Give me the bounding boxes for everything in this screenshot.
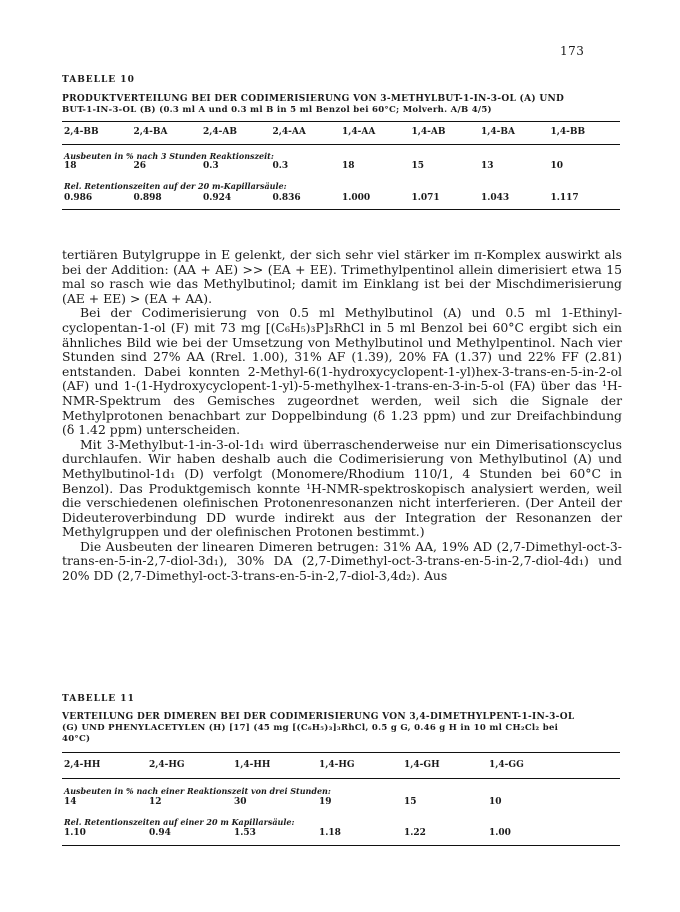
table11-yield-note: Ausbeuten in % nach einer Reaktionszeit von drei Stunden: <box>64 786 331 796</box>
body-text <box>62 248 622 584</box>
table10-yield-cell: 13 <box>481 161 494 171</box>
table10-top-rule <box>62 121 620 122</box>
table10-header-cell: 2,4-AA <box>272 127 306 137</box>
table10-yield-cell: 18 <box>342 161 355 171</box>
table11-retention-cell: 1.00 <box>489 828 511 838</box>
table10-header-cell: 1,4-BA <box>481 127 515 137</box>
table11-header-cell: 1,4-HH <box>234 760 271 770</box>
table11-header-cell: 2,4-HG <box>149 760 185 770</box>
table10-retention-cell: 0.836 <box>272 193 301 203</box>
table10-retention-cell: 0.986 <box>64 193 93 203</box>
table11-header-cell: 2,4-HH <box>64 760 101 770</box>
table10-yield-note: Ausbeuten in % nach 3 Stunden Reaktionszeit: <box>64 151 274 161</box>
table11-yield-cell: 14 <box>64 797 77 807</box>
table11-yield-cell: 30 <box>234 797 247 807</box>
table10-header-cell: 1,4-AA <box>342 127 376 137</box>
table11-yield-cell: 12 <box>149 797 162 807</box>
table11-header-rule <box>62 778 620 779</box>
table11-retention-cell: 1.18 <box>319 828 341 838</box>
table10-header-cell: 1,4-BB <box>550 127 586 137</box>
table11-retention-cell: 0.94 <box>149 828 171 838</box>
table10-yield-row <box>64 161 620 171</box>
table10-header-cell: 2,4-BA <box>133 127 168 137</box>
body-paragraph-2: Bei der Codimerisierung von 0.5 ml Methylbutinol (A) und 0.5 ml 1-Ethinylcyclopentan-1-ol (F) mit 73 mg [(C₆H₅)₃P]₃RhCl in 5 ml Benzol bei 60°C ergibt sich ein ähnliches Bild wie bei der Umsetzung von Methylbutinol und Methylpentinol. Nach vier Stunden sind 27% AA (Rrel. 1.00), 31% AF (1.39), 20% FA (1.37) und 22% FF (2.81) entstanden. Dabei konnten 2-Methyl-6(1-hydroxycyclopent-1-yl)hex-3-trans-en-5-in-2-ol (AF) und 1-(1-Hydroxycyclopent-1-yl)-5-methylhex-1-trans-en-3-in-5-ol (FA) über das ¹H-NMR-Spektrum des Gemisches zugeordnet werden, weil sich die Signale der Methylprotonen benachbart zur Doppelbindung (δ 1.23 ppm) und zur Dreifachbindung (δ 1.42 ppm) unterscheiden. <box>62 305 622 438</box>
table10-retention-cell: 1.071 <box>411 193 440 203</box>
table10-label: TABELLE 10 <box>62 75 135 85</box>
table10-retention-cell: 1.043 <box>481 193 510 203</box>
table10-caption <box>62 94 622 116</box>
table11-caption <box>62 712 622 745</box>
table11-top-rule <box>62 752 620 753</box>
table10-retention-cell: 0.898 <box>133 193 162 203</box>
table10-yield-cell: 18 <box>64 161 77 171</box>
table10-bottom-rule <box>62 209 620 210</box>
table10-yield-cell: 0.3 <box>272 161 289 171</box>
table11-retention-cell: 1.53 <box>234 828 256 838</box>
page-number: 173 <box>560 44 585 58</box>
table10-header-cell: 2,4-AB <box>203 127 237 137</box>
table10-yield-cell: 10 <box>550 161 564 171</box>
table10-header-row <box>64 127 620 137</box>
table11-yield-cell: 10 <box>489 797 502 807</box>
table10-yield-cell: 15 <box>411 161 425 171</box>
body-paragraph-1: tertiären Butylgruppe in E gelenkt, der sich sehr viel stärker im π-Komplex auswirkt als bei der Addition: (AA + AE) >> (EA + EE). Trimethylpentinol allein dimerisiert etwa 15 mal so rasch wie das Methylbutinol; damit im Einklang ist bei der Mischdimerisierung (AE + EE) > (EA + AA). <box>62 247 622 306</box>
table11-caption-line3: 40°C) <box>62 734 91 744</box>
table11-header-cell: 1,4-HG <box>319 760 355 770</box>
table10-header-cell: 1,4-AB <box>411 127 446 137</box>
table11-label: TABELLE 11 <box>62 694 135 704</box>
table10-retention-note: Rel. Retentionszeiten auf der 20 m-Kapillarsäule: <box>64 181 287 191</box>
body-paragraph-3: Mit 3-Methylbut-1-in-3-ol-1d₁ wird überraschenderweise nur ein Dimerisationscyclus durchlaufen. Wir haben deshalb auch die Codimerisierung von Methylbutinol (A) und Methylbutinol-1d₁ (D) verfolgt (Monomere/Rhodium 110/1, 4 Stunden bei 60°C in Benzol). Das Produktgemisch konnte ¹H-NMR-spektroskopisch analysiert werden, weil die verschiedenen olefinischen Protonenresonanzen nicht interferieren. (Der Anteil der Dideuteroverbindung DD wurde indirekt aus der Integration der Resonanzen der Methylgruppen und der olefinischen Protonen bestimmt.) <box>62 436 622 540</box>
body-paragraph-4: Die Ausbeuten der linearen Dimeren betrugen: 31% AA, 19% AD (2,7-Dimethyl-oct-3-trans-en-5-in-2,7-diol-3d₁), 30% DA (2,7-Dimethyl-oct-3-trans-en-5-in-2,7-diol-4d₁) und 20% DD (2,7-Dimethyl-oct-3-trans-en-5-in-2,7-diol-3,4d₂). Aus <box>62 538 622 584</box>
table11-header-cell: 1,4-GH <box>404 760 440 770</box>
table10-retention-cell: 1.117 <box>550 193 579 203</box>
table11-retention-cell: 1.10 <box>64 828 86 838</box>
table10-retention-cell: 1.000 <box>342 193 371 203</box>
table11-retention-row <box>64 828 574 838</box>
table10-caption-line1: PRODUKTVERTEILUNG BEI DER CODIMERISIERUNG VON 3-METHYLBUT-1-IN-3-OL (A) UND <box>62 94 565 104</box>
table10-header-rule <box>62 144 620 145</box>
table11-yield-cell: 19 <box>319 797 332 807</box>
table11-header-cell: 1,4-GG <box>489 760 524 770</box>
table10-caption-line2: BUT-1-IN-3-OL (B) (0.3 ml A und 0.3 ml B in 5 ml Benzol bei 60°C; Molverh. A/B 4/5) <box>62 105 492 115</box>
table11-yield-row <box>64 797 574 807</box>
table11-bottom-rule <box>62 845 620 846</box>
table11-retention-cell: 1.22 <box>404 828 426 838</box>
table10-retention-cell: 0.924 <box>203 193 232 203</box>
table11-caption-line2: (G) UND PHENYLACETYLEN (H) [17] (45 mg [(C₆H₅)₃]₃RhCl, 0.5 g G, 0.46 g H in 10 ml CH₂Cl₂ bei <box>62 723 559 733</box>
table11-retention-note: Rel. Retentionszeiten auf einer 20 m Kapillarsäule: <box>64 817 295 827</box>
table11-yield-cell: 15 <box>404 797 417 807</box>
table10-header-cell: 2,4-BB <box>64 127 99 137</box>
table11-caption-line1: VERTEILUNG DER DIMEREN BEI DER CODIMERISIERUNG VON 3,4-DIMETHYLPENT-1-IN-3-OL <box>62 712 575 722</box>
table11-header-row <box>64 760 574 770</box>
table10-yield-cell: 0.3 <box>203 161 219 171</box>
table10-yield-cell: 26 <box>133 161 147 171</box>
table10-retention-row <box>64 193 620 203</box>
